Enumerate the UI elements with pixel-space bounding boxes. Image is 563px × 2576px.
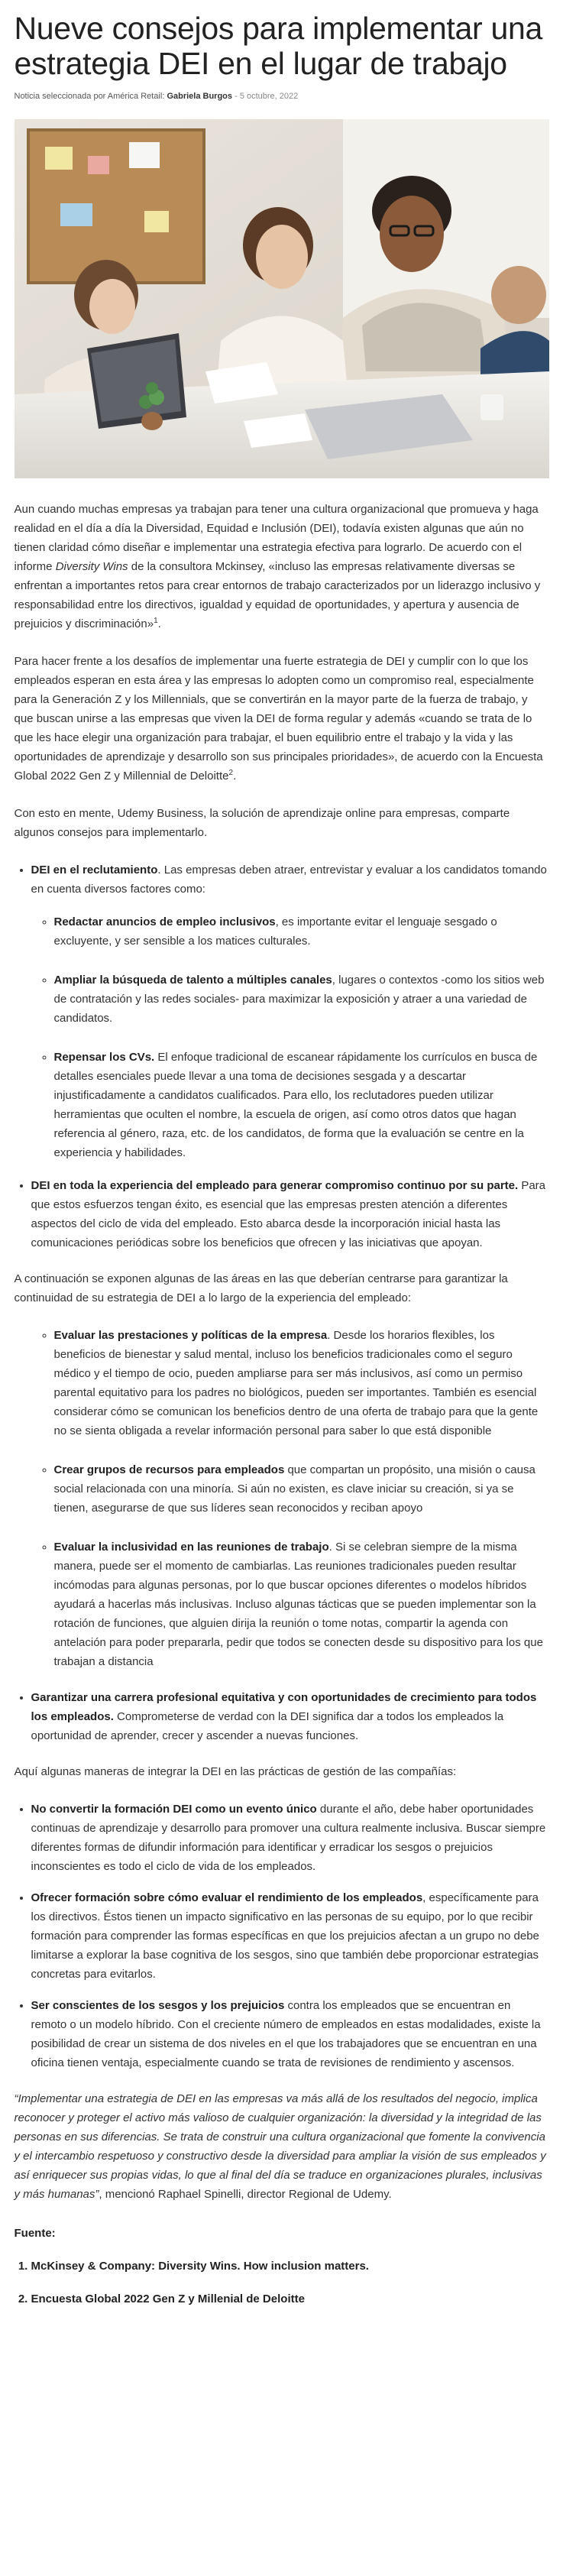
footnote-ref-1[interactable]: 1	[154, 617, 158, 625]
item-text: , lugares o contextos -como los sitios web de contratación y las redes sociales- para maximizar la exposición y atraer a una variedad de candidatos.	[53, 974, 545, 1025]
item-heading: Evaluar la inclusividad en las reuniones de trabajo	[53, 1541, 329, 1554]
item-text: . Si se celebran siempre de la misma manera, puede ser el momento de cambiarlas. Las reuniones tradicionales pueden resultar incómodas para algunas personas, por lo que buscar opciones diferentes o modelos híbridos ayudará a hacerlas más inclusivas. Incluso algunas tácticas que se pueden implementar son la rotación de funciones, que alguien dirija la reunión o tome notas, compartir la agenda con antelación para poder prepararla, pedir que todos se conecten desde su dispositivo para los que trabajan a distancia	[53, 1541, 543, 1668]
item-text: . Las empresas deben atraer, entrevistar y evaluar a los candidatos tomando en cuenta diversos factores como:	[31, 864, 547, 896]
item-heading: Ampliar la búsqueda de talento a múltiples canales	[53, 974, 332, 987]
item-heading: No convertir la formación DEI como un evento único	[31, 1803, 317, 1816]
publish-date: 5 octubre, 2022	[239, 92, 299, 101]
item-text: El enfoque tradicional de escanear rápidamente los currículos en busca de detalles esenciales puede llevar a una toma de decisiones sesgada y a descartar injustificadamente a candidatos cualificados. Para ello, los reclutadores pueden utilizar herramientas que oculten el nombre, la escuela de origen, así como otros datos que hagan referencia al género, raza, etc. de los candidatos, de forma que la evaluación se centre en la experiencia y habilidades.	[53, 1051, 538, 1159]
item-heading: DEI en el reclutamiento	[31, 864, 158, 876]
source-item: 2. Encuesta Global 2022 Gen Z y Millenial de Deloitte	[31, 2289, 549, 2309]
item-text: , es importante evitar el lenguaje sesgado o excluyente, y ser sensible a los matices culturales.	[53, 915, 497, 948]
item-heading: Garantizar una carrera profesional equitativa y con oportunidades de crecimiento para todos los empleados.	[31, 1691, 537, 1723]
list-item	[54, 1460, 549, 1518]
item-heading: Crear grupos de recursos para empleados	[53, 1463, 285, 1476]
item-text: Comprometerse de verdad con la DEI significa dar a todos los empleados la oportunidad de aprender, crecer y ascender a nuevas funciones.	[31, 1710, 504, 1742]
intro-paragraph-2	[15, 652, 549, 786]
byline	[15, 92, 549, 101]
management-practices-list	[15, 1800, 549, 2072]
list-item	[54, 1048, 549, 1162]
list-item	[54, 912, 549, 951]
item-heading: Evaluar las prestaciones y políticas de la empresa	[53, 1329, 328, 1342]
hero-photo-illustration	[15, 119, 549, 478]
career-list	[15, 1688, 549, 1745]
list-item	[31, 1800, 549, 1876]
list-item	[31, 1888, 549, 1984]
quote-attribution: , mencionó Raphael Spinelli, director Regional de Udemy.	[99, 2188, 392, 2201]
item-text: que compartan un propósito, una misión o causa social relacionada con una minoría. Si aún no existen, es clave iniciar su creación, si ya se tienen, asegurarse de que sus líderes sean reconocidos y reciban apoyo	[53, 1463, 535, 1515]
item-text: , específicamente para los directivos. Éstos tienen un impacto significativo en las personas de su equipo, por lo que recibir formación para comprender las formas específicas en que los prejuicios afectan a un grupo no debe limitarse a explorar la base cognitiva de los sesgos, sino que también debe proporcionar estrategias concretas para evitarlos.	[31, 1891, 539, 1981]
list-item	[54, 1326, 549, 1440]
list-item	[31, 1996, 549, 2072]
article-title: Nueve consejos para implementar una estrategia DEI en el lugar de trabajo	[14, 11, 542, 81]
item-heading: Repensar los CVs.	[53, 1051, 155, 1064]
intro-2-end: .	[233, 770, 237, 783]
byline-prefix: Noticia seleccionada por América Retail:	[14, 92, 165, 101]
sources-list	[15, 2257, 549, 2309]
list-item	[31, 1688, 549, 1745]
item-text: Para que estos esfuerzos tengan éxito, es esencial que las empresas presten atención a diferentes aspectos del ciclo de vida del empleado. Esto abarca desde la incorporación inicial hasta las comunicaciones periódicas sobre los beneficios que ofrecen y las iniciativas que apoyan.	[31, 1179, 546, 1249]
item-heading: Redactar anuncios de empleo inclusivos	[53, 915, 276, 928]
footnote-ref-2[interactable]: 2	[228, 769, 234, 777]
item-text: . Desde los horarios flexibles, los beneficios de bienestar y salud mental, incluso los beneficios tradicionales como el seguro médico y el tiempo de ocio, pueden ampliarse para ser más inclusivos, así como un permiso parental equitativo para los padres no biológicos, pueden ser importantes. También es esencial considerar cómo se comunican los beneficios dentro de una oferta de trabajo para que la gente no se sienta obligada a revelar información personal para saber lo que está disponible	[53, 1329, 539, 1437]
spokesperson-quote	[15, 2089, 549, 2204]
list-item	[31, 1176, 549, 1252]
intro-1-rest: de la consultora Mckinsey, «incluso las empresas relativamente diversas se enfrentan a importantes retos para crear entornos de trabajo caracterizados por un liderazgo inclusivo y responsabilidad entre los directivos, igualdad y equidad de oportunidades, y apertura y ausencia de prejuicios y discriminación»	[14, 560, 541, 630]
list-item	[54, 1537, 549, 1671]
intro-2-text: Para hacer frente a los desafíos de implementar una fuerte estrategia de DEI y cumplir con lo que los empleados esperan en esta área y las empresas lo adopten como un compromiso real, especialmente para la Generación Z y los Millennials, que se convertirán en la mayor parte de la fuerza de trabajo, y que buscan unirse a las empresas que viven la DEI de forma regular y además «cuando se trata de lo que les hace elegir una organización para trabajar, el buen equilibrio entre el trabajo y la vida y las oportunidades de aprendizaje y desarrollo son sus principales prioridades», de acuerdo con la Encuesta Global 2022 Gen Z y Millennial de Deloitte	[14, 655, 543, 783]
item-heading: DEI en toda la experiencia del empleado para generar compromiso continuo por su parte.	[31, 1179, 519, 1192]
intro-paragraph-1	[15, 500, 549, 633]
intro-1-text: Aun cuando muchas empresas ya trabajan para tener una cultura organizacional que promueva y haga realidad en el día a día la Diversidad, Equidad e Inclusión (DEI), todavía existen algunas que aún no tienen claridad cómo diseñar e implementar una estrategia efectiva para lograrlo. De acuerdo con el informe	[14, 503, 539, 573]
article-container	[15, 0, 549, 2309]
author-link[interactable]: Gabriela Burgos	[167, 92, 233, 101]
intro-paragraph-3: Con esto en mente, Udemy Business, la solución de aprendizaje online para empresas, comparte algunos consejos para implementarlo.	[14, 807, 510, 839]
intro-1-end: .	[157, 617, 161, 630]
employee-experience-list	[15, 1326, 549, 1671]
transition-paragraph-1: A continuación se exponen algunas de las áreas en las que deberían centrarse para garantizar la continuidad de su estrategia de DEI a lo largo de la experiencia del empleado:	[14, 1272, 508, 1304]
source-item: 1. McKinsey & Company: Diversity Wins. How inclusion matters.	[31, 2257, 549, 2276]
recruitment-sub-list	[31, 912, 549, 1162]
transition-paragraph-2: Aquí algunas maneras de integrar la DEI en las prácticas de gestión de las compañías:	[14, 1765, 457, 1778]
list-item	[54, 970, 549, 1028]
recruitment-list	[15, 860, 549, 1252]
hero-image	[15, 119, 549, 478]
sources-heading: Fuente:	[14, 2227, 56, 2240]
item-text: contra los empleados que se encuentran en remoto o un modelo híbrido. Con el creciente número de empleados en estas modalidades, existe la posibilidad de crear un sistema de dos niveles en el que los trabajadores que se encuentran en una oficina tienen ventaja, especialmente cuando se trata de revisiones de rendimiento y ascensos.	[31, 1999, 541, 2069]
list-item	[31, 860, 549, 1162]
item-heading: Ofrecer formación sobre cómo evaluar el rendimiento de los empleados	[31, 1891, 423, 1904]
report-name: Diversity Wins	[55, 560, 128, 573]
item-heading: Ser conscientes de los sesgos y los prejuicios	[31, 1999, 285, 2012]
quote-text: “Implementar una estrategia de DEI en las empresas va más allá de los resultados del negocio, implica reconocer y proteger el activo más valioso de cualquier organización: la diversidad y la integridad de las personas en sus diferencias. Se trata de construir una cultura organizacional que fomente la convivencia y el intercambio respetuoso y constructivo desde la diversidad para ampliar la visión de sus empleados y así enriquecer sus propias vidas, lo que al final del día se traduce en organizaciones plurales, inclusivas y más humanas”	[14, 2092, 546, 2201]
item-text: durante el año, debe haber oportunidades continuas de aprendizaje y desarrollo para promover una cultura realmente inclusiva. Buscar siempre diferentes formas de difundir información para identificar y erradicar los sesgos o prejuicios inconscientes es todo el ciclo de vida de los empleados.	[31, 1803, 546, 1873]
byline-separator: -	[235, 92, 238, 101]
